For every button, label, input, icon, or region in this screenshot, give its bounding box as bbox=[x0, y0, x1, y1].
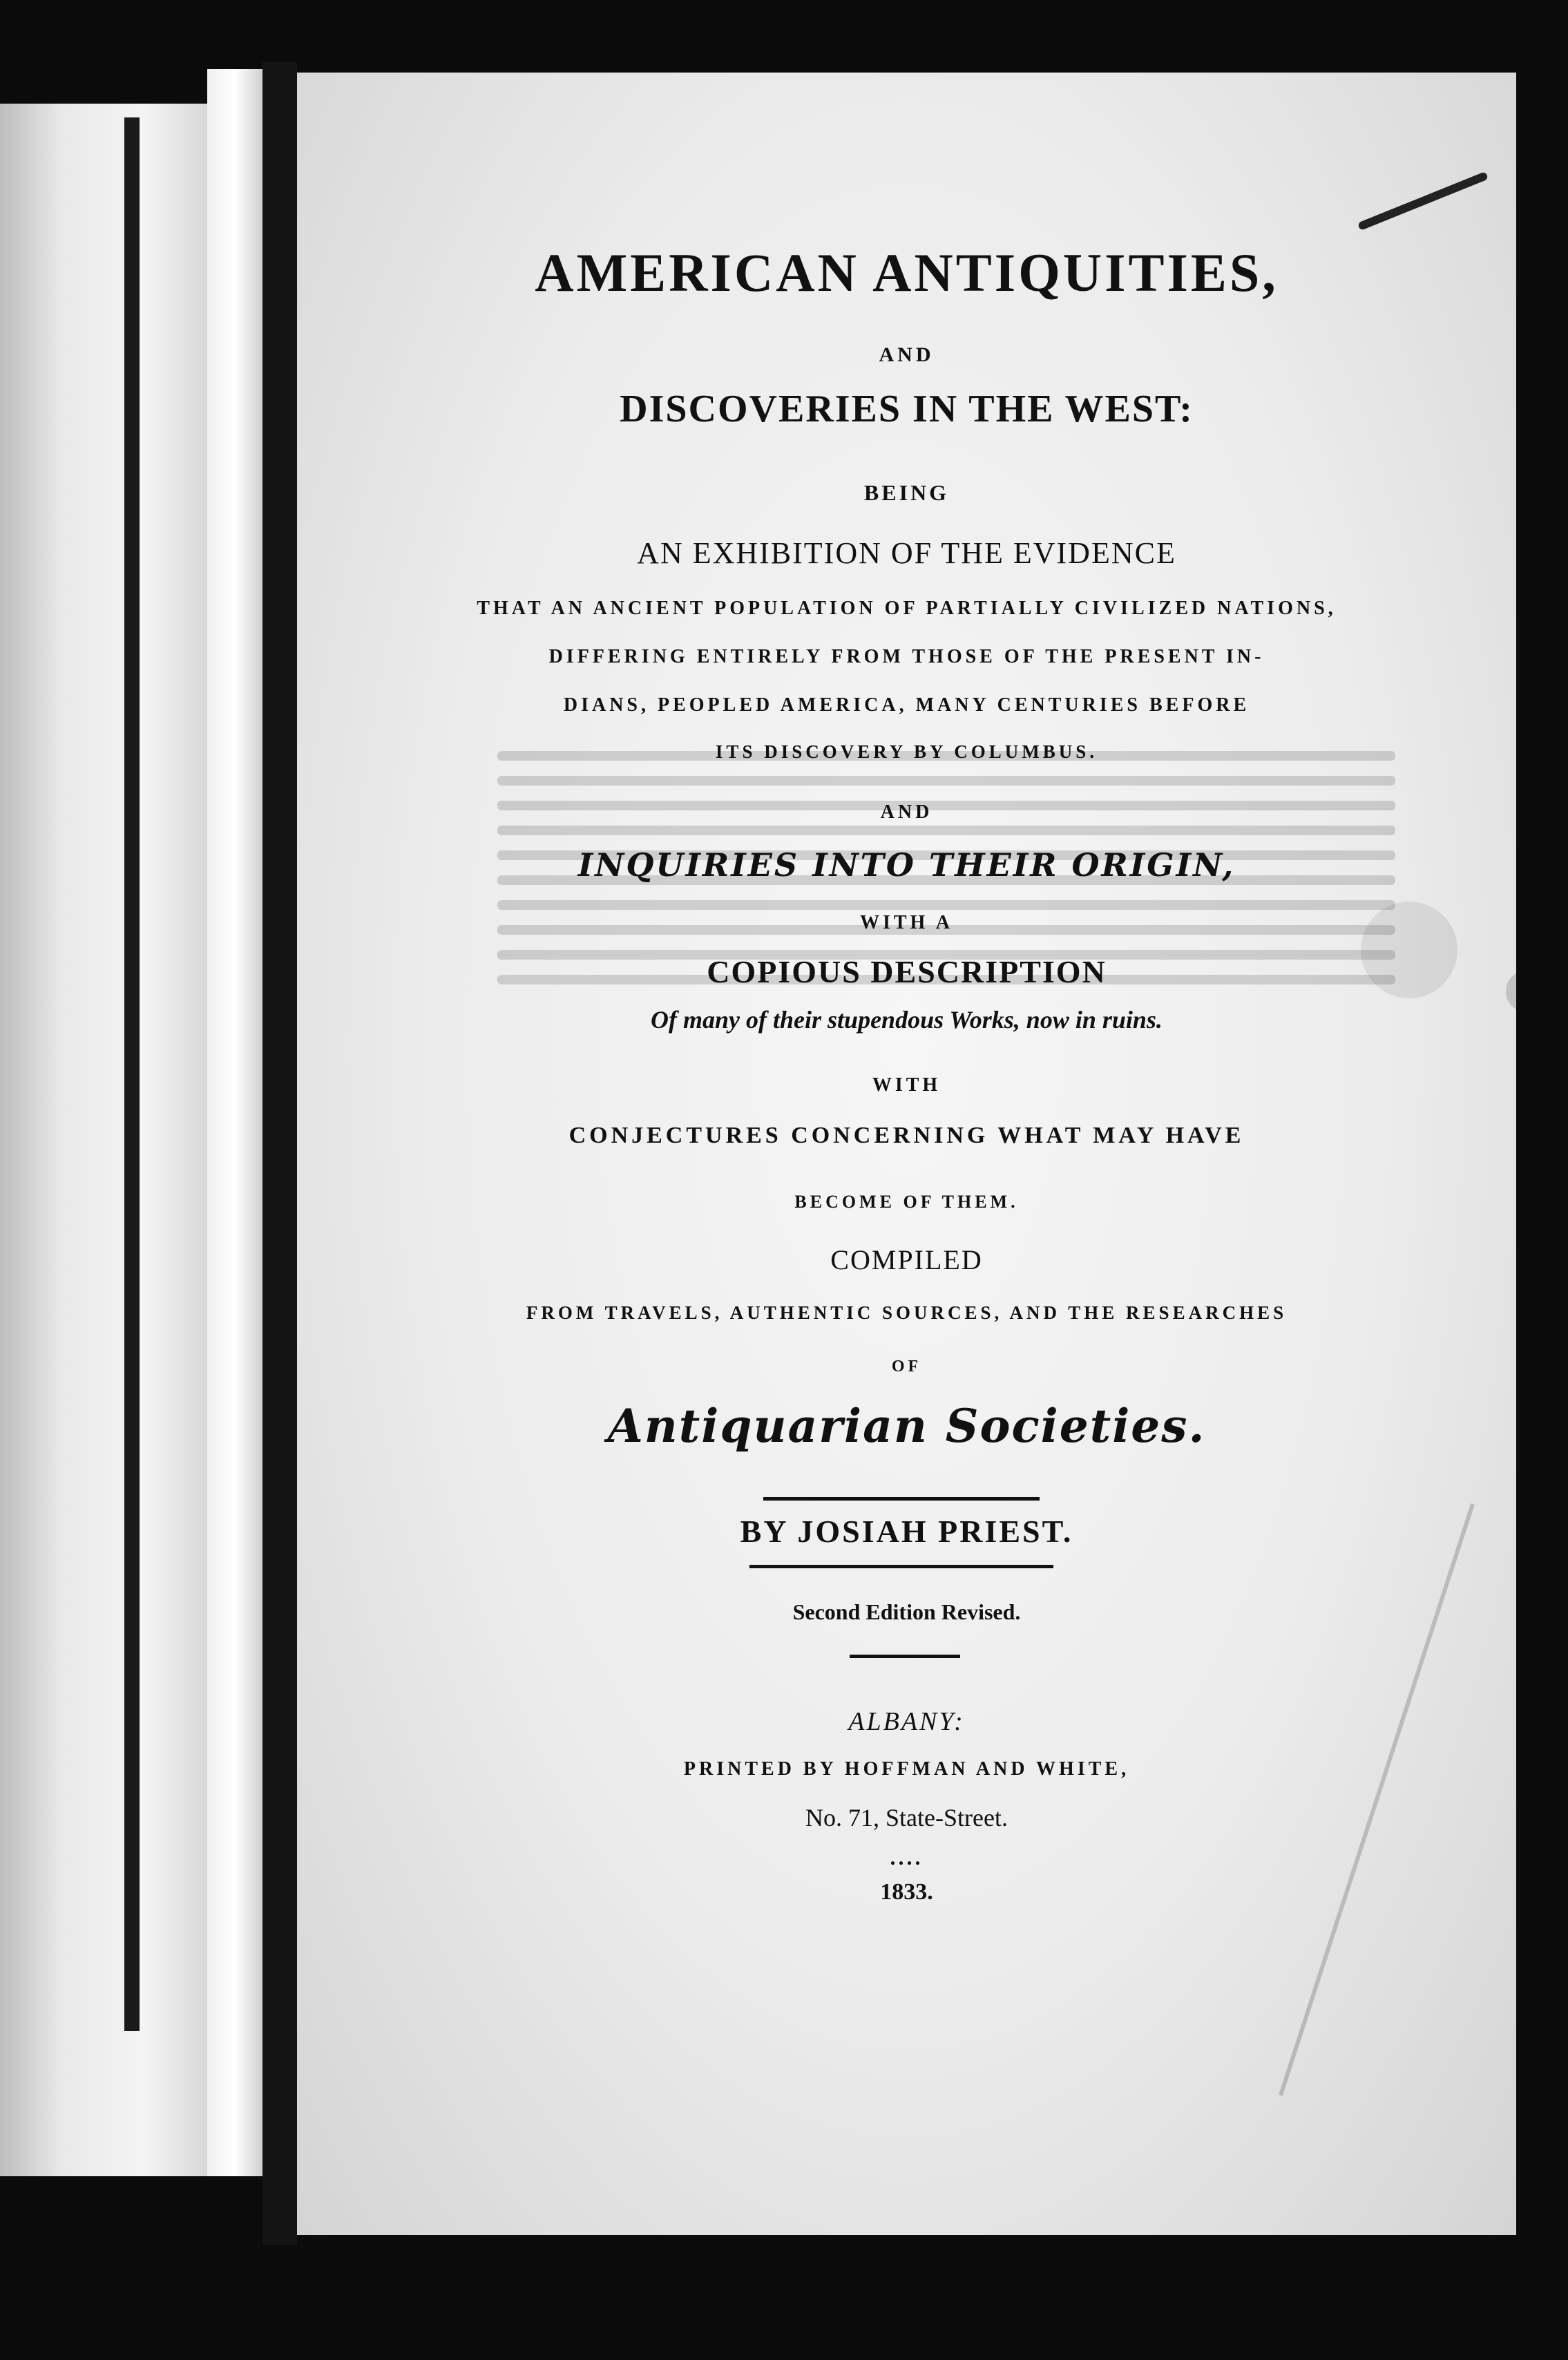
works-line: Of many of their stupendous Works, now in ruins. bbox=[651, 1006, 1163, 1034]
antiquarian-societies: Antiquarian Societies. bbox=[607, 1399, 1206, 1453]
main-title: AMERICAN ANTIQUITIES, bbox=[535, 242, 1279, 303]
copious-description: COPIOUS DESCRIPTION bbox=[707, 954, 1107, 989]
city: ALBANY: bbox=[848, 1707, 965, 1736]
exhibition: AN EXHIBITION OF THE EVIDENCE bbox=[637, 536, 1176, 570]
title-page-text bbox=[297, 73, 1516, 2235]
compiled: COMPILED bbox=[830, 1244, 983, 1275]
from-travels: FROM TRAVELS, AUTHENTIC SOURCES, AND THE RESEARCHES bbox=[526, 1302, 1288, 1323]
with: WITH bbox=[872, 1074, 941, 1096]
and-2: AND bbox=[880, 801, 933, 823]
being: BEING bbox=[863, 480, 950, 505]
rule-above-author bbox=[763, 1497, 1040, 1501]
become-of-them: BECOME OF THEM. bbox=[794, 1192, 1019, 1212]
author: BY JOSIAH PRIEST. bbox=[740, 1514, 1073, 1549]
and-1: AND bbox=[879, 343, 935, 366]
of: OF bbox=[891, 1358, 922, 1376]
gutter-shadow bbox=[262, 62, 297, 2245]
rule-below-edition bbox=[850, 1655, 960, 1658]
ornament: .... bbox=[890, 1845, 924, 1869]
rule-below-author bbox=[749, 1565, 1053, 1568]
desc-line-3: DIANS, PEOPLED AMERICA, MANY CENTURIES BEFORE bbox=[563, 694, 1250, 716]
conjectures: CONJECTURES CONCERNING WHAT MAY HAVE bbox=[568, 1123, 1245, 1148]
address: No. 71, State-Street. bbox=[805, 1804, 1008, 1831]
inquiries: INQUIRIES INTO THEIR ORIGIN, bbox=[577, 846, 1236, 884]
subtitle: DISCOVERIES IN THE WEST: bbox=[620, 388, 1194, 430]
left-page-shadow bbox=[124, 117, 140, 2031]
desc-line-4: ITS DISCOVERY BY COLUMBUS. bbox=[715, 741, 1098, 762]
desc-line-1: THAT AN ANCIENT POPULATION OF PARTIALLY CIVILIZED NATIONS, bbox=[477, 598, 1337, 619]
edition: Second Edition Revised. bbox=[792, 1599, 1021, 1624]
printer: PRINTED BY HOFFMAN AND WHITE, bbox=[683, 1758, 1130, 1780]
desc-line-2: DIFFERING ENTIRELY FROM THOSE OF THE PRESENT IN- bbox=[548, 646, 1265, 667]
with-a: WITH A bbox=[859, 912, 954, 933]
year: 1833. bbox=[880, 1879, 933, 1905]
left-page-edge bbox=[0, 104, 207, 2176]
binding-strip bbox=[207, 69, 262, 2176]
title-page bbox=[297, 73, 1516, 2235]
